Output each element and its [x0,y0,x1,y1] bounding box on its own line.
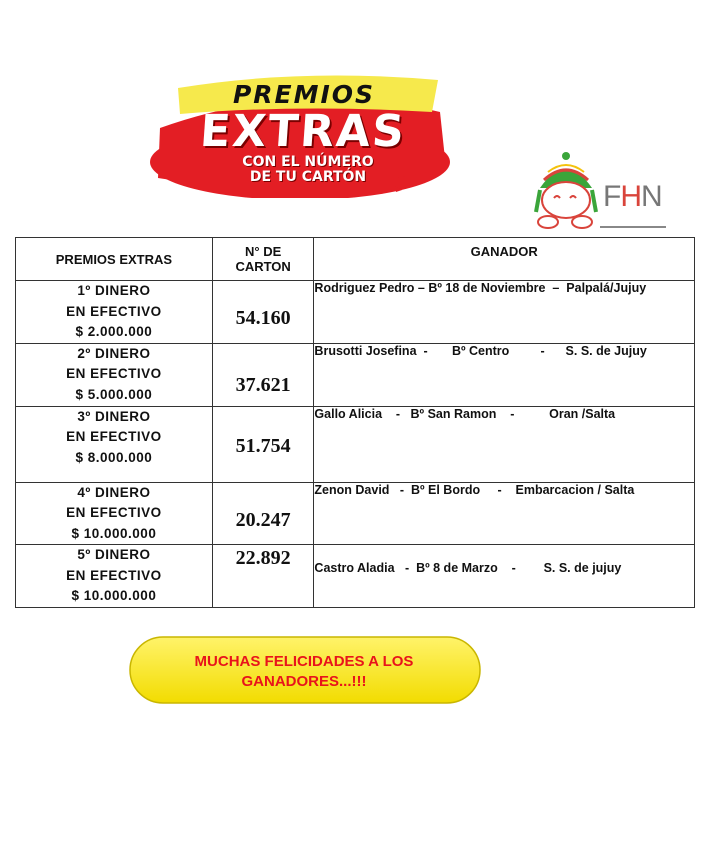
logo-premios-text: PREMIOS [232,80,376,109]
logo-subtitle-2: DE TU CARTÓN [249,169,367,185]
brand-underline [600,226,666,228]
table-row [16,545,695,608]
header-winner: GANADOR [314,238,695,281]
congratulations-banner [128,635,484,707]
table-row [16,281,695,344]
fhn-brand [530,150,670,236]
prize-cell: 1º DINERO EN EFECTIVO $ 2.000.000 [16,281,213,344]
card-number-cell: 54.160 [212,281,314,344]
prize-cell: 4º DINERO EN EFECTIVO $ 10.000.000 [16,482,213,545]
header-prize: PREMIOS EXTRAS [16,238,213,281]
header-card-number: N° DE CARTON [212,238,314,281]
winners-table [15,237,695,608]
winner-cell: Gallo Alicia - Bº San Ramon - Oran /Salta [314,406,695,482]
prize-cell: 2º DINERO EN EFECTIVO $ 5.000.000 [16,343,213,406]
card-number-cell: 22.892 [212,545,314,608]
banner-line-1: MUCHAS FELICIDADES A LOS [194,653,414,670]
mascot-icon [530,150,610,236]
logo-extras-text: EXTRAS [198,106,408,157]
table-row [16,406,695,482]
winner-cell: Brusotti Josefina - Bº Centro - S. S. de Jujuy [314,343,695,406]
card-number-cell: 51.754 [212,406,314,482]
table-header-row [16,238,695,281]
card-number-cell: 37.621 [212,343,314,406]
winner-cell: Rodriguez Pedro – Bº 18 de Noviembre – Palpalá/Jujuy [314,281,695,344]
prize-cell: 5º DINERO EN EFECTIVO $ 10.000.000 [16,545,213,608]
prize-cell: 3º DINERO EN EFECTIVO $ 8.000.000 [16,406,213,482]
table-row [16,482,695,545]
banner-line-2: GANADORES...!!! [241,673,367,690]
winner-cell: Zenon David - Bº El Bordo - Embarcacion / Salta [314,482,695,545]
premios-extras-logo [140,68,460,198]
table-row [16,343,695,406]
card-number-cell: 20.247 [212,482,314,545]
logo-subtitle-1: CON EL NÚMERO [242,154,374,170]
fhn-letters: FHN [603,180,662,213]
winner-cell: Castro Aladia - Bº 8 de Marzo - S. S. de jujuy [314,545,695,608]
